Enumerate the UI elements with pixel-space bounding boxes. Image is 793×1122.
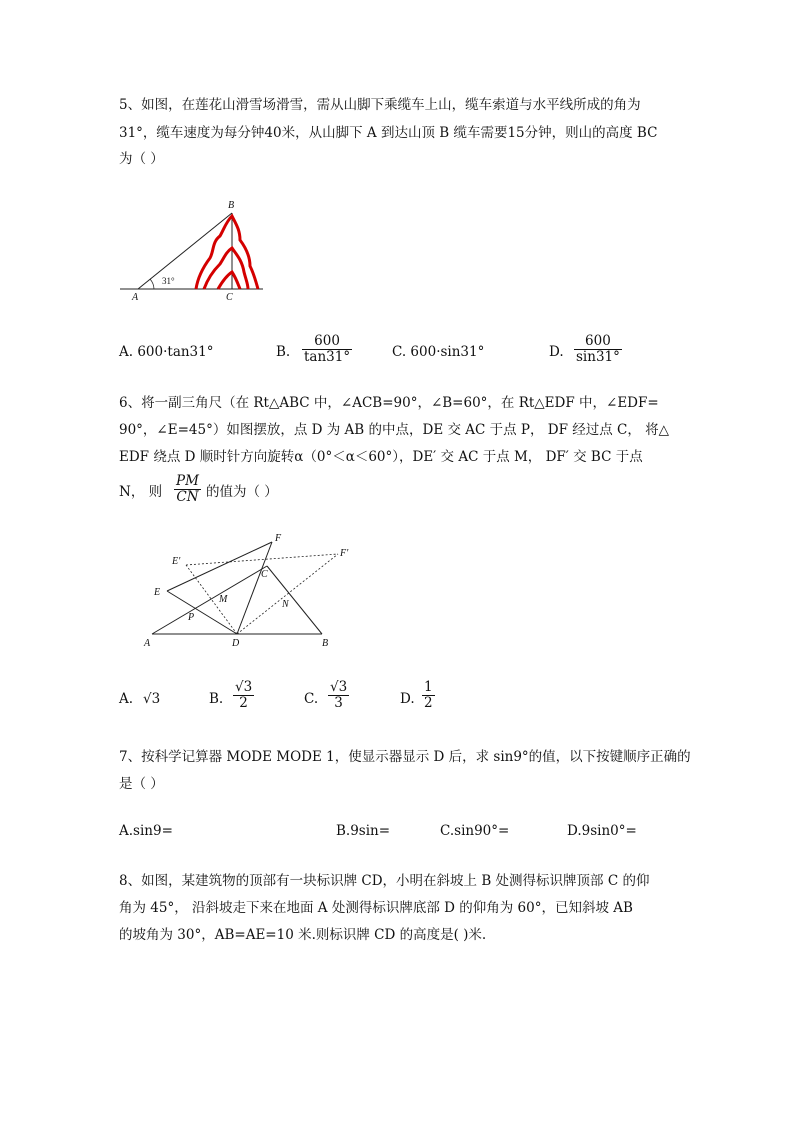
q6-option-a-value: √3	[143, 691, 161, 707]
q5-option-d-denominator: sin31°	[576, 349, 620, 365]
q5-mountain-inner-2	[218, 272, 240, 289]
q6-option-a-label: A.	[119, 691, 134, 707]
q8-line-1: 8、如图，某建筑物的顶部有一块标识牌 CD，小明在斜坡上 B 处测得标识牌顶部 C 的仰	[119, 873, 650, 889]
q8-line-3: 的坡角为 30°，AB=AE=10 米.则标识牌 CD 的高度是( )米.	[119, 927, 487, 943]
q5-option-c: C. 600·sin31°	[392, 344, 485, 360]
q6-ratio-fraction	[174, 474, 201, 505]
q6-label-D: D	[232, 638, 240, 649]
q6-option-d-label: D.	[400, 691, 415, 707]
q7-option-d: D.9sin0°=	[567, 823, 637, 839]
q5-line-2: 31°，缆车速度为每分钟40米，从山脚下 A 到达山顶 B 缆车需要15分钟，则山的高度 BC	[119, 125, 658, 141]
q5-label-B: B	[228, 200, 235, 211]
q6-line-2: 90°，∠E=45°）如图摆放，点 D 为 AB 的中点，DE 交 AC 于点 P， DF 经过点 C， 将△	[119, 422, 670, 438]
q6-label-C: C	[261, 569, 268, 580]
q7-option-a: A.sin9=	[119, 823, 173, 839]
q5-cable-line	[138, 213, 232, 289]
q6-line-4-post: 的值为（ ）	[206, 484, 278, 500]
q6-ratio-numerator: PM	[176, 473, 199, 489]
q5-option-d-numerator: 600	[574, 334, 622, 350]
q6-option-c-fraction	[328, 680, 349, 711]
q6-option-b-fraction	[233, 680, 254, 711]
q6-line-1: 6、将一副三角尺（在 Rt△ABC 中，∠ACB=90°，∠B=60°，在 Rt△EDF 中，∠EDF=	[119, 395, 659, 411]
q5-label-C: C	[226, 292, 233, 303]
q6-option-b-numerator: √3	[235, 679, 253, 695]
q5-line-1: 5、如图，在莲花山滑雪场滑雪，需从山脚下乘缆车上山，缆车索道与水平线所成的角为	[119, 97, 641, 113]
q6-line-4-pre: N， 则	[119, 484, 163, 500]
q6-label-F-prime: F'	[340, 548, 349, 559]
q7-line-2: 是（ ）	[119, 776, 164, 792]
q6-option-b-denominator: 2	[239, 695, 248, 711]
q8-line-2: 角为 45°， 沿斜坡走下来在地面 A 处测得标识牌底部 D 的仰角为 60°，已知斜坡 AB	[119, 900, 633, 916]
q5-label-A: A	[132, 292, 139, 303]
q6-label-E-prime: E'	[172, 556, 181, 567]
q6-option-c-label: C.	[304, 691, 319, 707]
q5-label-angle: 31°	[162, 276, 175, 286]
q6-triangle-figure	[140, 530, 360, 650]
q5-option-d-label: D.	[549, 344, 564, 360]
q5-option-a: A. 600·tan31°	[119, 344, 214, 360]
q6-segment-CB	[267, 566, 322, 634]
q6-option-d-fraction	[422, 680, 435, 711]
q6-ratio-denominator: CN	[176, 489, 199, 505]
q6-option-d-numerator: 1	[424, 679, 433, 695]
q6-label-E: E	[154, 587, 161, 598]
q6-label-N: N	[282, 599, 289, 610]
q6-label-M: M	[219, 594, 228, 605]
q6-label-B: B	[322, 638, 329, 649]
q5-option-b-denominator: tan31°	[304, 349, 351, 365]
q6-option-b-label: B.	[209, 691, 224, 707]
q5-line-3: 为（ ）	[119, 151, 164, 167]
q6-option-d-denominator: 2	[424, 695, 433, 711]
q6-line-3: EDF 绕点 D 顺时针方向旋转α（0°＜α＜60°），DE′ 交 AC 于点 M， DF′ 交 BC 于点	[119, 449, 643, 465]
q5-option-b-label: B.	[276, 344, 291, 360]
q6-segment-E-prime-F-prime	[186, 554, 338, 565]
q6-segment-DE-prime	[186, 565, 237, 634]
q7-line-1: 7、按科学记算器 MODE MODE 1，使显示器显示 D 后，求 sin9°的值，以下按键顺序正确的	[119, 749, 691, 765]
q6-option-c-numerator: √3	[330, 679, 348, 695]
q5-option-b-numerator: 600	[302, 334, 352, 350]
q5-angle-arc	[150, 279, 154, 289]
q7-option-c: C.sin90°=	[440, 823, 510, 839]
q6-label-A: A	[144, 638, 151, 649]
q6-option-c-denominator: 3	[334, 695, 343, 711]
q5-mountain-figure	[118, 196, 268, 306]
q7-option-b: B.9sin=	[336, 823, 391, 839]
q6-label-F: F	[275, 533, 282, 544]
q5-option-b-fraction	[302, 334, 352, 365]
q5-option-d-fraction	[574, 334, 622, 365]
q6-label-P: P	[188, 612, 195, 623]
